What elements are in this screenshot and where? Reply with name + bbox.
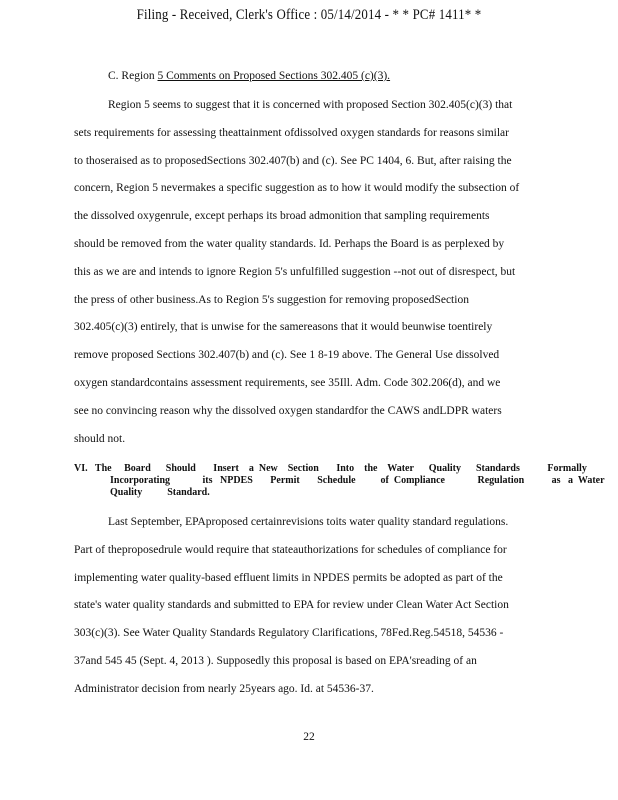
page-number: 22 xyxy=(303,731,315,743)
paragraph-line: 303(c)(3). See Water Quality Standards Regulatory Clarifications, 78Fed.Reg.54518, 54536 - xyxy=(74,627,504,640)
paragraph-line: should not. xyxy=(74,432,126,445)
paragraph-line: sets requirements for assessing theattainment ofdissolved oxygen standards for reasons similar xyxy=(74,126,509,139)
paragraph-line: oxygen standardcontains assessment requirements, see 35Ill. Adm. Code 302.206(d), and we xyxy=(74,376,501,389)
paragraph-line: Region 5 seems to suggest that it is concerned with proposed Section 302.405(c)(3) that xyxy=(108,99,513,111)
section-c-heading xyxy=(108,70,390,82)
filing-header: Filing - Received, Clerk's Office : 05/14/2014 - * * PC# 1411* * xyxy=(136,7,482,23)
paragraph-line: implementing water quality-based effluent limits in NPDES permits be adopted as part of the xyxy=(74,571,503,584)
paragraph-line: this as we are and intends to ignore Region 5's unfulfilled suggestion --not out of disrespect, but xyxy=(74,265,516,278)
paragraph-region5-comments xyxy=(74,92,544,453)
section-vi-heading xyxy=(74,463,605,499)
section-c-prefix: C. Region xyxy=(108,70,155,82)
paragraph-line: Part of theproposedrule would require that stateauthorizations for schedules of compliance for xyxy=(74,543,507,556)
paragraph-line: the dissolved oxygenrule, except perhaps its broad admonition that sampling requirements xyxy=(74,210,490,223)
section-vi-heading-line: Quality Standard. xyxy=(110,487,210,498)
section-c-title: 5 Comments on Proposed Sections 302.405 (c)(3). xyxy=(157,70,391,82)
paragraph-line: concern, Region 5 nevermakes a specific suggestion as to how it would modify the subsection of xyxy=(74,182,520,195)
paragraph-epa-proposal xyxy=(74,509,544,704)
paragraph-line: Administrator decision from nearly 25years ago. Id. at 54536-37. xyxy=(74,682,374,695)
paragraph-line: 37and 545 45 (Sept. 4, 2013 ). Supposedly this proposal is based on EPA'sreading of an xyxy=(74,654,477,667)
paragraph-line: should be removed from the water quality standards. Id. Perhaps the Board is as perplexed by xyxy=(74,237,505,250)
paragraph-line: remove proposed Sections 302.407(b) and (c). See 1 8-19 above. The General Use dissolved xyxy=(74,349,500,362)
paragraph-line: state's water quality standards and submitted to EPA for review under Clean Water Act Section xyxy=(74,599,509,612)
paragraph-line: 302.405(c)(3) entirely, that is unwise for the samereasons that it would beunwise toentirely xyxy=(74,321,493,334)
section-vi-heading-line: Incorporating its NPDES Permit Schedule of Compliance Regulation as a Water xyxy=(110,475,605,486)
paragraph-line: to thoseraised as to proposedSections 302.407(b) and (c). See PC 1404, 6. But, after raising the xyxy=(74,154,512,167)
section-vi-heading-line: VI. The Board Should Insert a New Section Into the Water Quality Standards Formally xyxy=(74,463,587,474)
paragraph-line: Last September, EPAproposed certainrevisions toits water quality standard regulations. xyxy=(108,516,509,528)
paragraph-line: see no convincing reason why the dissolved oxygen standardfor the CAWS andLDPR waters xyxy=(74,404,502,417)
paragraph-line: the press of other business.As to Region 5's suggestion for removing proposedSection xyxy=(74,293,469,306)
